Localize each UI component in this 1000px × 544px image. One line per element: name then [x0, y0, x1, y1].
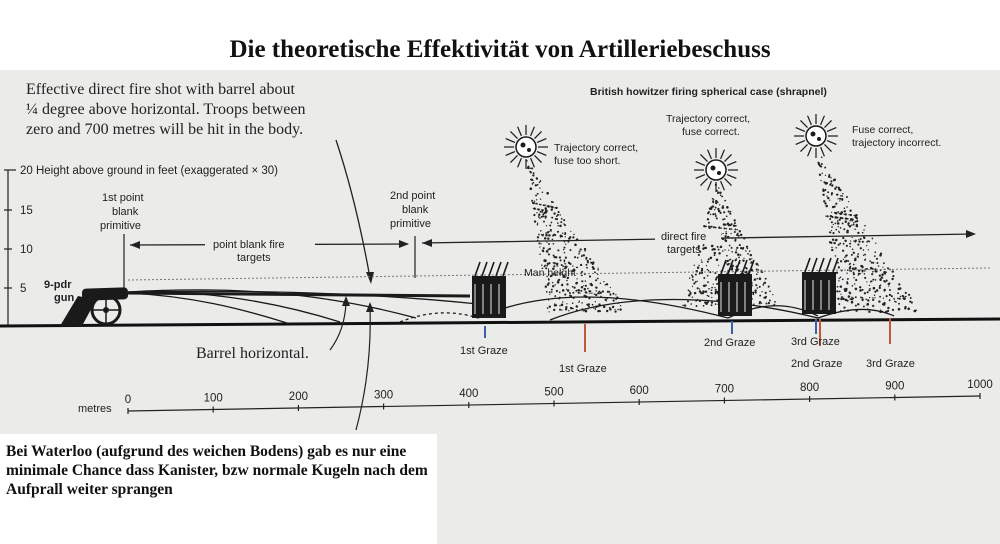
effective-text-line-1: Effective direct fire shot with barrel about [26, 81, 295, 98]
howitzer-title: British howitzer firing spherical case (shrapnel) [590, 86, 827, 98]
burst-icon [694, 148, 738, 192]
second-point-line-2: blank [402, 204, 429, 216]
graze-1-blue: 1st Graze [460, 345, 508, 357]
metres-tick-label: 800 [800, 382, 820, 394]
metres-tick-label: 200 [288, 391, 308, 403]
graze-2-blue: 2nd Graze [704, 337, 756, 349]
first-point-line-2: blank [112, 206, 139, 218]
height-tick-10: 10 [20, 244, 33, 256]
height-tick-15: 15 [20, 205, 33, 217]
burst1-line-2: fuse too short. [554, 155, 621, 167]
burst2-line-2: fuse correct. [682, 126, 740, 138]
metres-tick-label: 900 [885, 380, 905, 393]
graze-3-red: 3rd Graze [866, 358, 915, 370]
note-pointer [356, 308, 370, 430]
man-height-label: Man height [524, 267, 576, 279]
metres-tick-label: 0 [124, 394, 132, 406]
metres-tick-label: 300 [374, 389, 394, 402]
height-tick-5: 5 [20, 283, 27, 295]
shrapnel-cone [526, 160, 622, 313]
direct-fire-label-2: targets [667, 244, 701, 256]
metres-tick-label: 500 [544, 386, 564, 399]
barrel-line [128, 293, 470, 296]
burst-icon [504, 125, 548, 169]
graze-3-blue: 3rd Graze [791, 336, 840, 348]
gun-label-line-1: 9-pdr [44, 279, 72, 291]
point-blank-label-1: point blank fire [213, 239, 285, 251]
metres-tick-label: 600 [629, 385, 649, 397]
direct-fire-label-1: direct fire [661, 231, 707, 243]
second-point-line-3: primitive [390, 218, 431, 230]
troop-block [472, 262, 508, 318]
metres-tick-label: 1000 [967, 379, 993, 391]
height-axis-title: 20 Height above ground in feet (exaggerated × 30) [20, 165, 278, 177]
effective-text-line-3: zero and 700 metres will be hit in the body. [26, 121, 304, 138]
metres-tick-label: 700 [714, 383, 734, 396]
ground-line [0, 319, 1000, 326]
effective-text-line-2: ¼ degree above horizontal. Troops between [26, 101, 306, 118]
gun-label-line-2: gun [54, 292, 75, 304]
graze-1-red: 1st Graze [559, 363, 607, 375]
metres-tick-label: 100 [203, 392, 223, 405]
troop-block [802, 258, 838, 314]
burst3-line-2: trajectory incorrect. [852, 137, 942, 149]
burst3-line-1: Fuse correct, [852, 124, 914, 136]
graze-2-red: 2nd Graze [791, 358, 843, 370]
burst1-line-1: Trajectory correct, [554, 142, 639, 154]
metres-tick-label: 400 [459, 388, 479, 400]
first-point-line-1: 1st point [102, 192, 144, 204]
barrel-horizontal-label: Barrel horizontal. [196, 345, 309, 362]
first-point-line-3: primitive [100, 220, 141, 232]
burst2-line-1: Trajectory correct, [666, 113, 751, 125]
troop-block [718, 260, 754, 316]
metres-label: metres [78, 403, 112, 415]
point-blank-label-2: targets [237, 252, 271, 264]
waterloo-note: Bei Waterloo (aufgrund des weichen Bodens) gab es nur eine minimale Chance dass Kanister, bzw normale Kugeln nach dem Aufprall weiter sprangen [0, 434, 437, 544]
effective-callout-arrowhead [366, 272, 374, 284]
barrel-horizontal-pointer [330, 302, 346, 350]
second-point-line-1: 2nd point [390, 190, 436, 202]
height-axis [4, 170, 16, 326]
effective-callout-arrow [336, 140, 370, 278]
page-title: Die theoretische Effektivität von Artilleriebeschuss [229, 36, 771, 63]
burst-icon [794, 114, 838, 158]
